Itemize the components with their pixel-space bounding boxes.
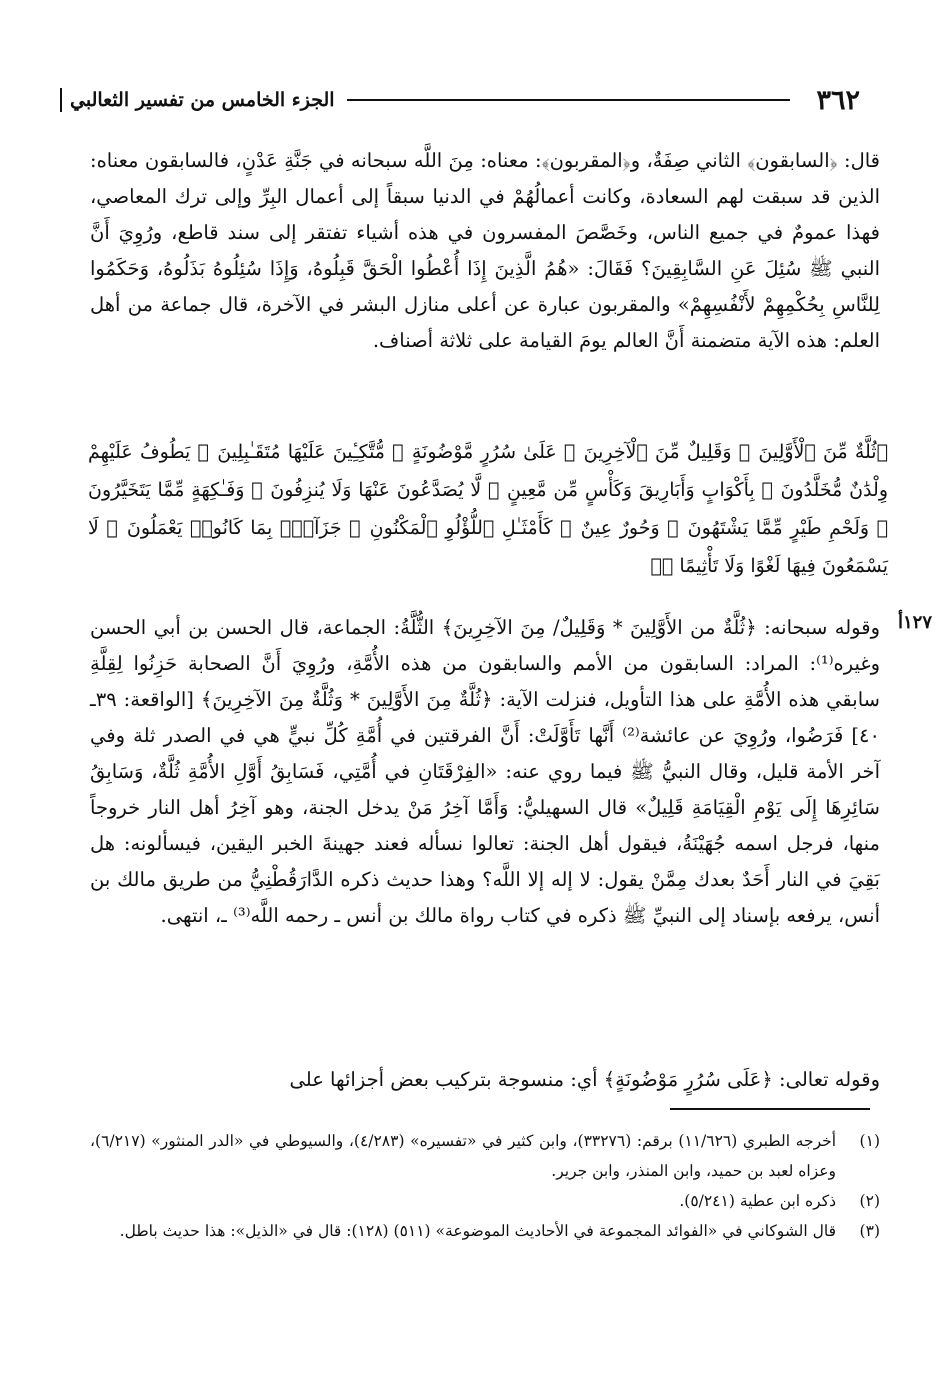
paragraph-2: وقوله سبحانه: ﴿ثُلَّةٌ من الأَوَّلِينَ * وَقَلِيلٌ/ مِنَ الآخِرِينَ﴾ الثُّلَّةُ: الجماعة، قال الحسن بن أبي الحسن وغيره⁽¹⁾: المراد: السابقون من الأمم والسابقون من هذه الأُمَّةِ، ورُوِيَ أَنَّ الصحابة حَزِنُوا لِقِلَّةِ سابقي هذه الأُمَّةِ على هذا التأويل، فنزلت الآية: ﴿ثُلَّةٌ مِنَ الأَوَّلِينَ * وَثُلَّةٌ مِنَ الآخِرِينَ﴾ [الواقعة: ٣٩ـ ٤٠] فَرَضُوا، ورُوِيَ عن عائشة⁽²⁾ أَنَّها تَأَوَّلَتْ: أَنَّ الفرقتين في أُمَّةِ كُلِّ نبيٍّ هي في الصدر ثلة وفي آخر الأمة قليل، وقال النبيُّ ﷺ فيما روي عنه: «الفِرْقَتَانِ في أُمَّتِي، فَسَابِقُ أَوَّلِ الأُمَّةِ ثُلَّةٌ، وَسَابِقُ سَائِرِهَا إِلَى يَوْمِ الْقِيَامَةِ قَلِيلٌ» قال السهيليُّ: وَأَمَّا آخِرُ مَنْ يدخل الجنة، وهو آخِرُ أهل النار خروجاً منها، فرجل اسمه جُهَيْنَةُ، فيقول أهل الجنة: تعالوا نسأله فعند جهينةَ الخبر اليقين، فيسألونه: هل بَقِيَ في النار أَحَدٌ بعدك مِمَّنْ يقول: لا إله إلا اللَّه؟ وهذا حديث ذكره الدَّارَقُطْنِيُّ من طريق مالك بن أنس، يرفعه بإسناد إلى النبيِّ ﷺ ذكره في كتاب رواة مالك بن أنس ـ رحمه اللَّه⁽³⁾ ـ، انتهى. — [90, 616, 880, 927]
footnote-text: قال الشوكاني في «الفوائد المجموعة في الأحاديث الموضوعة» (٥١١) (١٢٨): قال في «الذيل»: هذا حديث باطل. — [119, 1222, 836, 1240]
footnotes — [90, 1126, 880, 1246]
footnote-1 — [90, 1126, 880, 1186]
paragraph-1: قال: ﴿السابقون﴾ الثاني صِفَةٌ، و﴿المقربون﴾: معناه: مِنَ اللَّه سبحانه في جَنَّةِ عَدْنٍ، فالسابقون معناه: الذين قد سبقت لهم السعادة، وكانت أعمالُهُمْ في الدنيا سبقاً إلى أعمال البِرِّ وإلى ترك المعاصي، فهذا عمومٌ في جميع الناس، وخَصَّصَ المفسرون في هذه أشياء تفتقر إلى سند قاطع، ورُوِيَ أَنَّ النبي ﷺ سُئِلَ عَنِ السَّابِقِينَ؟ فَقَالَ: «هُمُ الَّذِينَ إِذَا أُعْطُوا الْحَقَّ قَبِلُوهُ، وَإِذَا سُئِلُوهُ بَذَلُوهُ، وَحَكَمُوا لِلنَّاسِ بِحُكْمِهِمْ لأَنْفُسِهِمْ» والمقربون عبارة عن أعلى منازل البشر في الآخرة، قال جماعة من أهل العلم: هذه الآية متضمنة أَنَّ العالم يومَ القيامة على ثلاثة أصناف. — [90, 149, 880, 352]
footnote-2 — [90, 1186, 880, 1216]
page-header — [60, 82, 860, 118]
running-title: الجزء الخامس من تفسير الثعالبي — [70, 89, 335, 111]
header-bar — [60, 88, 62, 112]
footnote-number: (٢) — [859, 1192, 880, 1210]
footnote-number: (١) — [859, 1132, 880, 1150]
page-number: ٣٦٢ — [816, 84, 860, 116]
footnote-text: ذكره ابن عطية (٥/٢٤١). — [679, 1192, 836, 1210]
header-rule — [347, 99, 791, 101]
paragraph-3: وقوله تعالى: ﴿عَلَى سُرُرٍ مَوْضُونَةٍ﴾ أي: منسوجة بتركيب بعض أجزائها على — [289, 1068, 880, 1091]
footnote-number: (٣) — [859, 1222, 880, 1240]
manuscript-folio-note: ١٢٧أ — [898, 612, 933, 633]
footnote-text: أخرجه الطبري (١١/٦٢٦) برقم: (٣٣٢٧٦)، وابن كثير في «تفسيره» (٤/٢٨٣)، والسيوطي في «الدر المنثور» (٦/٢١٧)، وعزاه لعبد بن حميد، وابن المنذر، وابن جرير. — [90, 1132, 837, 1180]
footnote-3 — [90, 1216, 880, 1246]
footnote-separator — [670, 1108, 870, 1110]
quran-passage: ﴿ثُلَّةٌ مِّنَ ٱلْأَوَّلِينَ ⑬ وَقَلِيلٌ مِّنَ ٱلْآخِرِينَ ⑭ عَلَىٰ سُرُرٍ مَّوْضُونَةٍ ⑮ مُّتَّكِـِٔينَ عَلَيْهَا مُتَقَـٰبِلِينَ ⑯ يَطُوفُ عَلَيْهِمْ وِلْدَٰنٌ مُّخَلَّدُونَ ⑰ بِأَكْوَابٍ وَأَبَارِيقَ وَكَأْسٍ مِّن مَّعِينٍ ⑱ لَّا يُصَدَّعُونَ عَنْهَا وَلَا يُنزِفُونَ ⑲ وَفَـٰكِهَةٍ مِّمَّا يَتَخَيَّرُونَ ⑳ وَلَحْمِ طَيْرٍ مِّمَّا يَشْتَهُونَ ㉑ وَحُورٌ عِينٌ ㉒ كَأَمْثَـٰلِ ٱللُّؤْلُوِ ٱلْمَكْنُونِ ㉓ جَزَآءًۢ بِمَا كَانُوا۟ يَعْمَلُونَ ㉔ لَا يَسْمَعُونَ فِيهَا لَغْوًا وَلَا تَأْثِيمًا ㉕﴾ — [88, 441, 888, 577]
